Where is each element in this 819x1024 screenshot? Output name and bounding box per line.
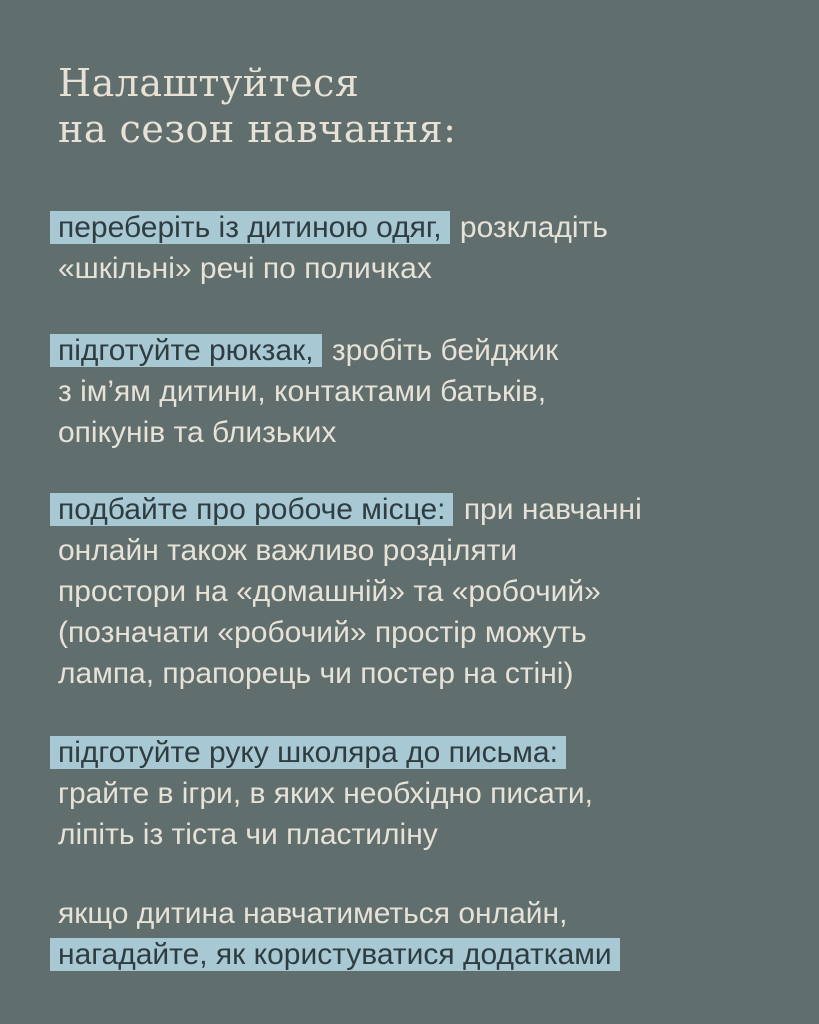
tip-highlight: подбайте про робоче місце: <box>50 493 453 526</box>
tip-line <box>50 330 790 371</box>
tip-line: якщо дитина навчатиметься онлайн, <box>58 897 568 930</box>
tip-line <box>50 489 790 530</box>
tip-text: зробіть бейджик <box>331 334 559 367</box>
tip-line: лампа, прапорець чи постер на стіні) <box>58 657 574 690</box>
tip-line: (позначати «робочий» простір можуть <box>58 616 587 649</box>
tip-clothes <box>50 207 790 289</box>
page-title <box>58 60 778 152</box>
tip-line: грайте в ігри, в яких необхідно писати, <box>58 777 593 810</box>
tip-text: розкладіть <box>459 211 608 244</box>
tip-line: з ім’ям дитини, контактами батьків, <box>58 375 547 408</box>
tip-highlight: підготуйте руку школяра до письма: <box>50 736 566 769</box>
tip-line: ліпіть із тіста чи пластиліну <box>58 818 438 851</box>
tip-highlight: підготуйте рюкзак, <box>50 334 322 367</box>
tip-highlight: нагадайте, як користуватися додатками <box>50 938 620 971</box>
tip-line <box>50 934 790 975</box>
tip-handwriting <box>50 732 790 855</box>
tip-line: онлайн також важливо розділяти <box>58 534 518 567</box>
tip-line: опікунів та близьких <box>58 416 337 449</box>
tip-online-apps <box>50 893 790 975</box>
tip-line <box>50 732 790 773</box>
title-line-2: на сезон навчання: <box>58 107 457 151</box>
tip-line: простори на «домашній» та «робочий» <box>58 575 601 608</box>
tip-workplace <box>50 489 790 694</box>
tip-line: «шкільні» речі по поличках <box>58 252 432 285</box>
tip-highlight: переберіть із дитиною одяг, <box>50 211 450 244</box>
title-line-1: Налаштуйтеся <box>58 61 360 105</box>
tip-backpack <box>50 330 790 453</box>
tip-text: при навчанні <box>463 493 642 526</box>
tip-line <box>50 207 790 248</box>
